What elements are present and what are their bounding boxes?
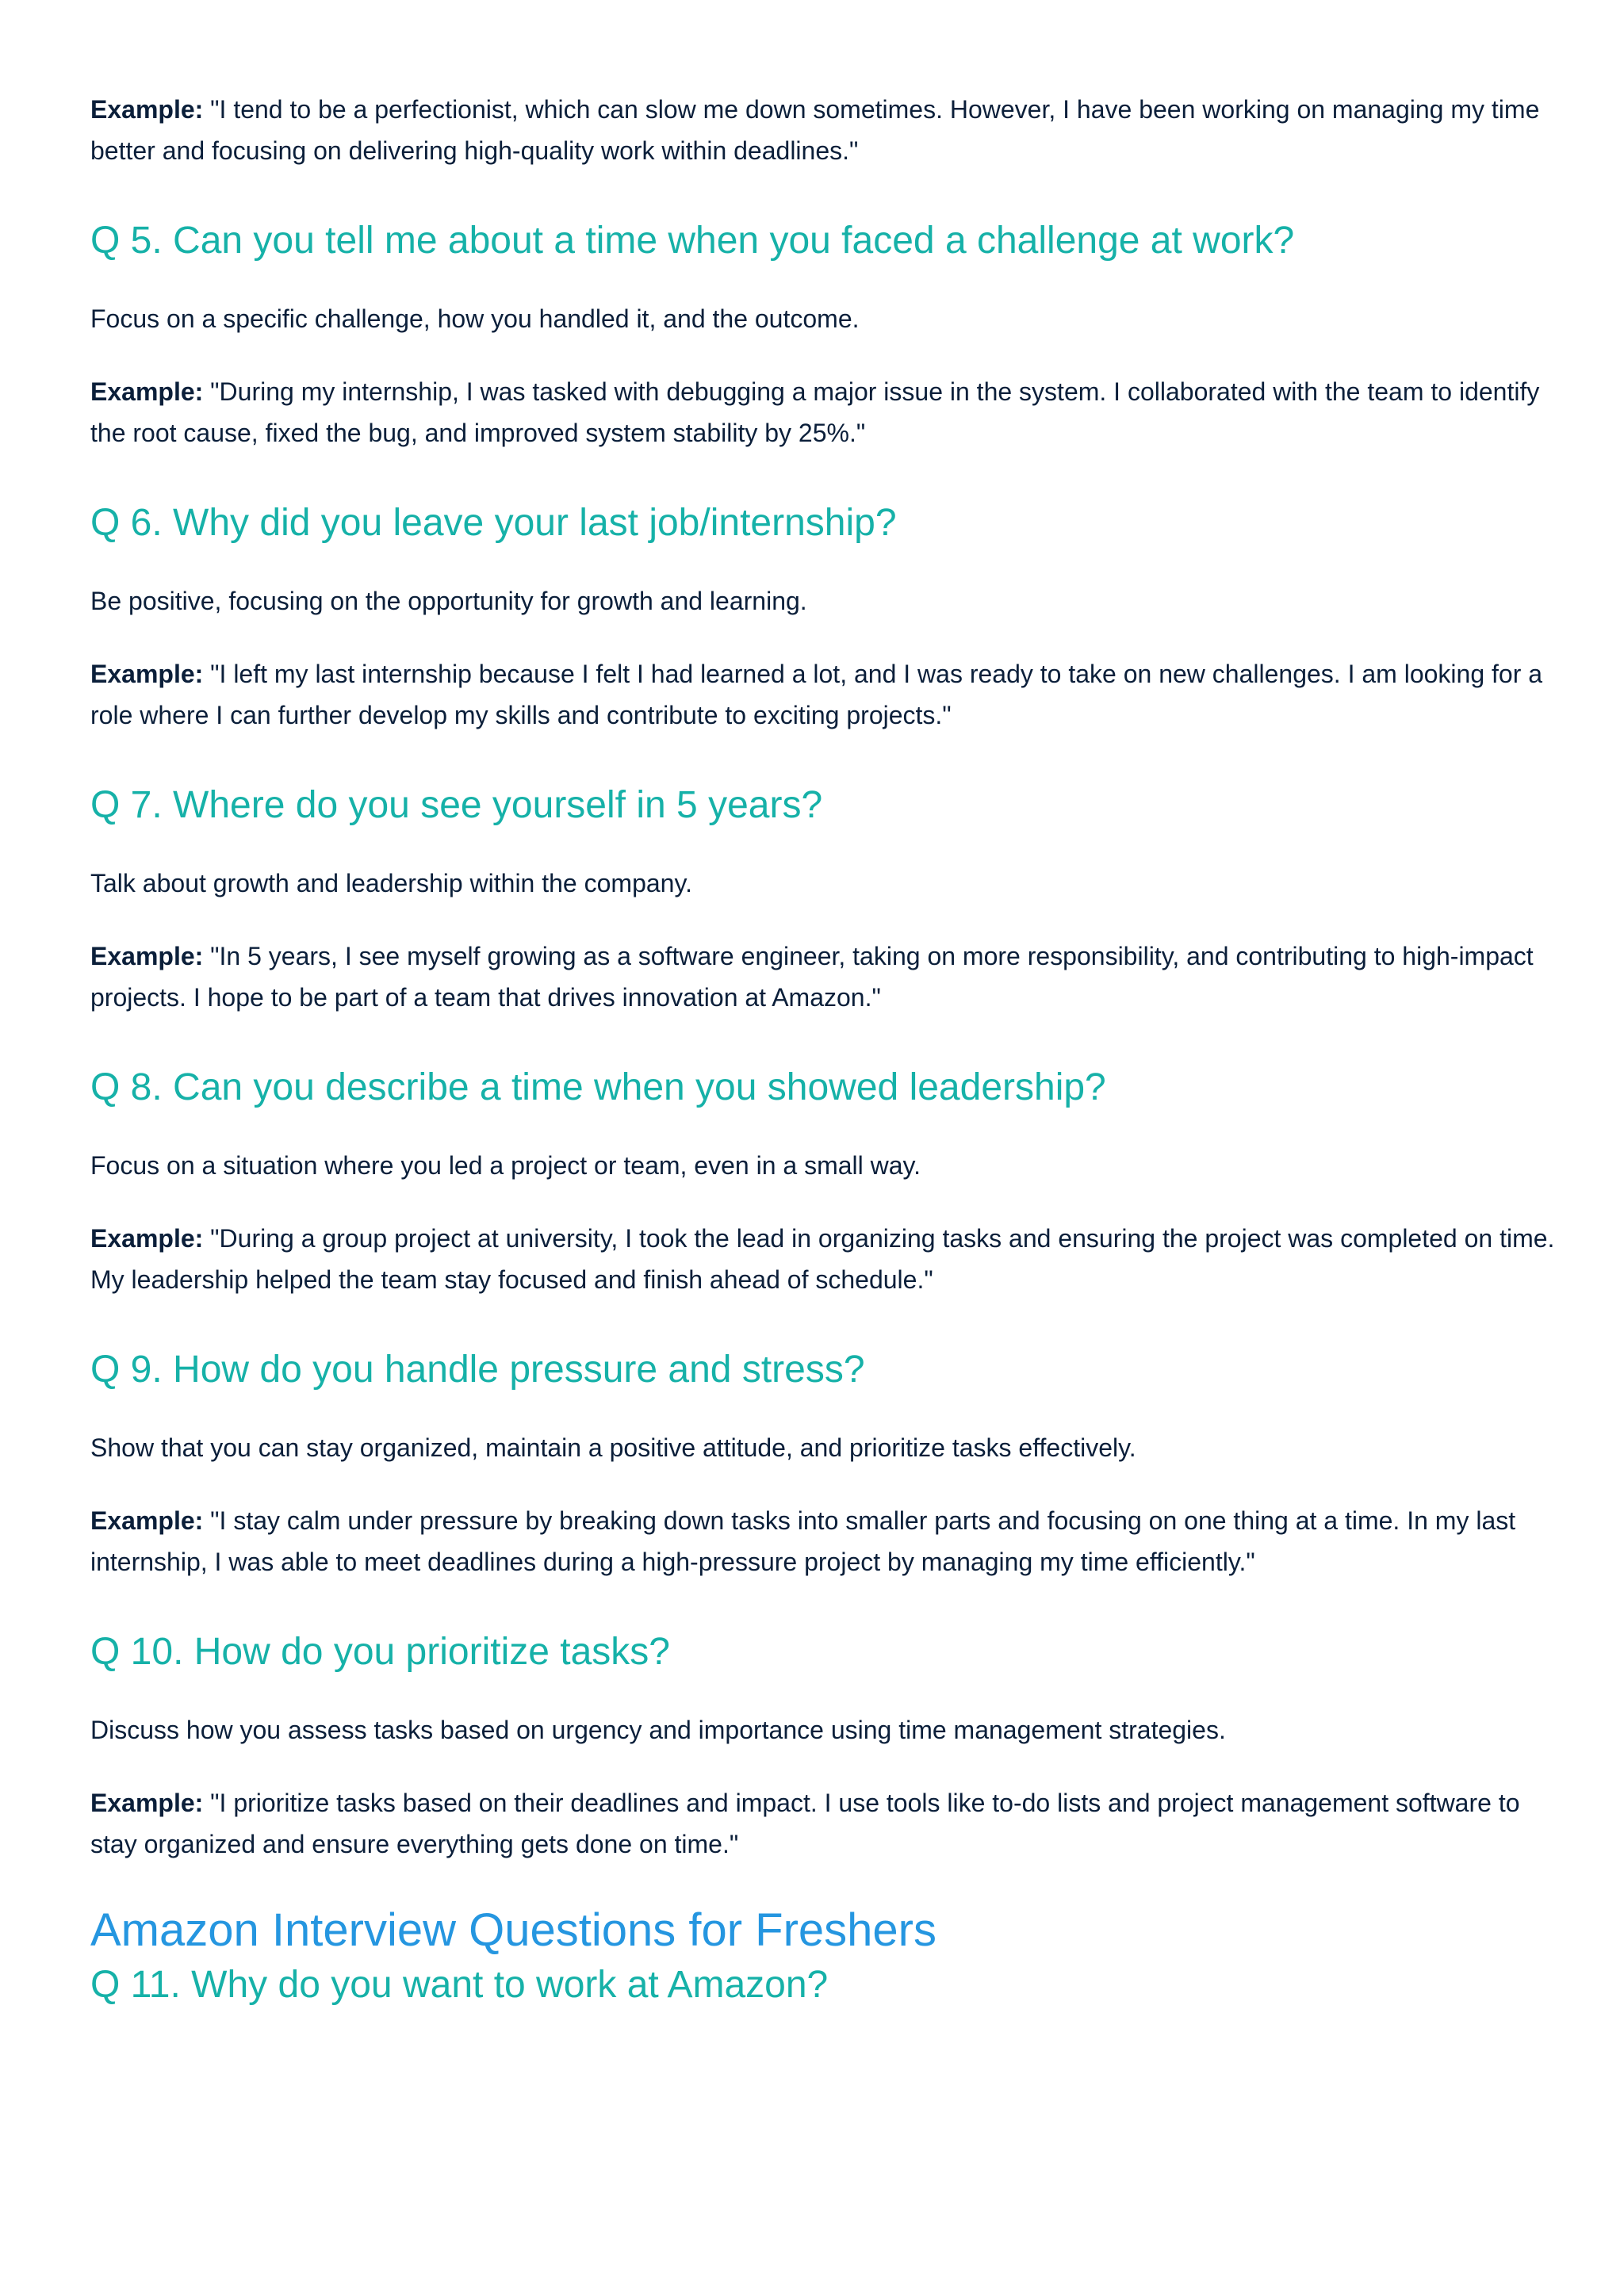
question-title: Q 11. Why do you want to work at Amazon? (90, 1964, 829, 2006)
question-title: Q 9. How do you handle pressure and stress? (90, 1349, 865, 1391)
example-label: Example: (90, 95, 204, 124)
example-label: Example: (90, 660, 204, 688)
question-guide: Talk about growth and leadership within the company. (90, 869, 692, 897)
example-label: Example: (90, 942, 204, 970)
example-label: Example: (90, 1506, 204, 1535)
question-guide: Be positive, focusing on the opportunity for growth and learning. (90, 587, 807, 615)
example-text: "During my internship, I was tasked with debugging a major issue in the system. I collaborated with the team to identify the root cause, fixed the bug, and improved system stability by 25%." (90, 377, 1540, 447)
example-label: Example: (90, 1224, 204, 1253)
example-label: Example: (90, 1789, 204, 1817)
question-guide: Focus on a situation where you led a project or team, even in a small way. (90, 1151, 921, 1180)
question-guide: Show that you can stay organized, maintain a positive attitude, and prioritize tasks effectively. (90, 1433, 1136, 1462)
question-example (90, 653, 1565, 736)
example-text: "During a group project at university, I took the lead in organizing tasks and ensuring the project was completed on time. My leadership helped the team stay focused and finish ahead of schedule." (90, 1224, 1555, 1294)
example-text: "I stay calm under pressure by breaking down tasks into smaller parts and focusing on one thing at a time. In my last internship, I was able to meet deadlines during a high-pressure project by managing my time efficiently." (90, 1506, 1516, 1576)
intro-example (90, 89, 1565, 171)
question-title: Q 8. Can you describe a time when you showed leadership? (90, 1066, 1106, 1108)
question-guide: Discuss how you assess tasks based on urgency and importance using time management strategies. (90, 1716, 1226, 1744)
question-example (90, 1782, 1565, 1865)
question-example (90, 936, 1565, 1018)
example-text: "I left my last internship because I felt I had learned a lot, and I was ready to take on new challenges. I am looking for a role where I can further develop my skills and contribute to exciting projects." (90, 660, 1543, 729)
document-page (90, 89, 1565, 2009)
question-example (90, 371, 1565, 453)
question-title: Q 5. Can you tell me about a time when you faced a challenge at work? (90, 220, 1295, 262)
question-example (90, 1500, 1565, 1582)
question-example (90, 1218, 1565, 1300)
section-title: Amazon Interview Questions for Freshers (90, 1904, 936, 1956)
question-title: Q 7. Where do you see yourself in 5 years? (90, 784, 823, 826)
example-text: "I tend to be a perfectionist, which can slow me down sometimes. However, I have been working on managing my time better and focusing on delivering high-quality work within deadlines." (90, 95, 1540, 165)
example-label: Example: (90, 377, 204, 406)
question-title: Q 6. Why did you leave your last job/internship? (90, 502, 897, 544)
question-guide: Focus on a specific challenge, how you handled it, and the outcome. (90, 304, 860, 333)
question-title: Q 10. How do you prioritize tasks? (90, 1631, 670, 1673)
example-text: "In 5 years, I see myself growing as a software engineer, taking on more responsibility, and contributing to high-impact projects. I hope to be part of a team that drives innovation at Amazon." (90, 942, 1534, 1012)
example-text: "I prioritize tasks based on their deadlines and impact. I use tools like to-do lists and project management software to stay organized and ensure everything gets done on time." (90, 1789, 1520, 1858)
